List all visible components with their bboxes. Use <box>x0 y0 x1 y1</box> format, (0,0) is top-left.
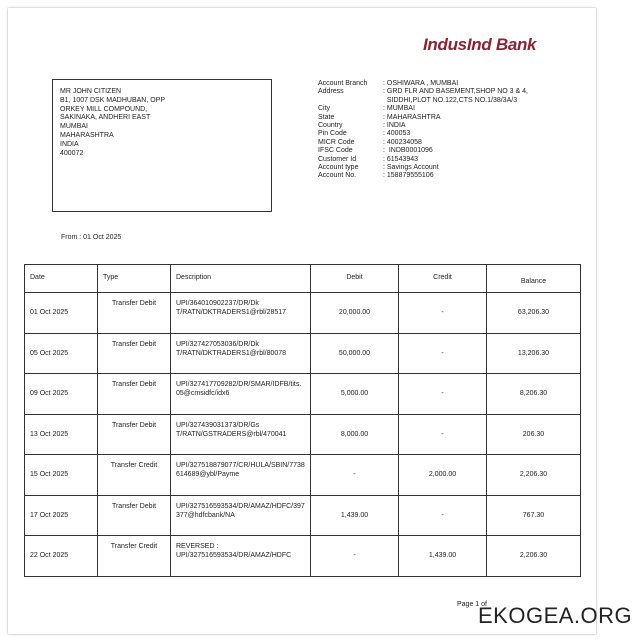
debit-cell: - <box>311 455 399 496</box>
table-row <box>25 293 581 334</box>
bank-logo: IndusInd Bank <box>423 35 537 54</box>
description-line: REVERSED : <box>176 543 219 550</box>
type-cell: Transfer Debit <box>98 495 171 536</box>
account-details <box>318 80 528 181</box>
table-row <box>25 495 581 536</box>
field-label: Account No. <box>318 172 357 180</box>
debit-cell: 50,000.00 <box>311 333 399 374</box>
table-row <box>25 536 581 577</box>
statement-period: From : 01 Oct 2025 <box>61 234 122 241</box>
type-cell: Transfer Credit <box>98 455 171 496</box>
description-line: UPI/327427053036/DR/Dk <box>176 340 259 348</box>
date-cell: 22 Oct 2025 <box>25 536 98 577</box>
transactions-table <box>24 264 581 577</box>
field-value: : MAHARASHTRA <box>383 113 441 121</box>
table-row <box>25 414 581 455</box>
account-branch-row <box>318 80 528 88</box>
field-label: State <box>318 113 335 121</box>
debit-cell: 8,000.00 <box>311 414 399 455</box>
field-value: SIDDHI,PLOT NO.122,CTS NO.1/38/3A/3 <box>383 96 518 104</box>
description-line: UPI/327516593534/DR/AMAZ/HDFC/397 <box>176 502 305 510</box>
description-line: UPI/327516593534/DR/AMAZ/HDFC <box>176 552 292 559</box>
credit-cell: 1,439.00 <box>399 536 487 577</box>
balance-cell: 767.30 <box>487 495 581 536</box>
field-value: : 158879555106 <box>383 172 434 180</box>
balance-cell: 2,206.30 <box>487 536 581 577</box>
customer-address-box <box>52 79 272 212</box>
debit-cell: - <box>311 536 399 577</box>
field-label: Account Branch <box>318 80 368 87</box>
field-label: Account type <box>318 164 359 172</box>
credit-cell: - <box>399 333 487 374</box>
field-value: : 400234058 <box>383 138 422 146</box>
country-row <box>318 122 528 130</box>
pin-code-row <box>318 130 528 138</box>
field-value: : OSHIWARA , MUMBAI <box>383 80 459 87</box>
type-cell: Transfer Debit <box>98 293 171 334</box>
field-value: : GRD FLR AND BASEMENT,SHOP NO 3 & 4, <box>383 88 528 96</box>
credit-cell: - <box>399 374 487 415</box>
address-line: 400072 <box>60 149 84 157</box>
watermark: EKOGEA.ORG <box>478 603 632 628</box>
description-line: T/RATN/GSTRADERS@rbl/470041 <box>176 430 287 438</box>
date-cell: 15 Oct 2025 <box>25 455 98 496</box>
customer-id-row <box>318 156 528 164</box>
credit-cell: - <box>399 495 487 536</box>
column-header-type: Type <box>98 265 171 293</box>
field-value: : Savings Account <box>383 164 439 172</box>
field-value: : 61543943 <box>383 155 419 163</box>
credit-cell: - <box>399 293 487 334</box>
address-line: INDIA <box>60 140 79 148</box>
description-line: 377@hdfcbank/NA <box>176 511 235 519</box>
description-cell <box>171 455 311 496</box>
city-row <box>318 105 528 113</box>
account-type-row <box>318 164 528 172</box>
field-value: : INDB0001096 <box>383 147 433 155</box>
description-line: UPI/327439031373/DR/Gs <box>176 421 260 429</box>
column-header-balance: Balance <box>487 265 581 293</box>
type-cell: Transfer Credit <box>98 536 171 577</box>
description-cell <box>171 536 311 577</box>
field-value: : MUMBAI <box>383 105 415 113</box>
date-cell: 17 Oct 2025 <box>25 495 98 536</box>
address-line: MR JOHN CITIZEN <box>60 88 122 95</box>
page-number: Page 1 of <box>457 601 487 608</box>
debit-cell: 1,439.00 <box>311 495 399 536</box>
column-header-description: Description <box>171 265 311 293</box>
description-cell <box>171 333 311 374</box>
column-header-date: Date <box>25 265 98 293</box>
address-line: MAHARASHTRA <box>60 131 114 139</box>
description-cell <box>171 374 311 415</box>
type-cell: Transfer Debit <box>98 414 171 455</box>
micr-code-row <box>318 139 528 147</box>
credit-cell: - <box>399 414 487 455</box>
description-line: 05@cmsidfc/idx6 <box>176 390 230 397</box>
field-label: Address <box>318 88 344 96</box>
address-line: MUMBAI <box>60 123 88 131</box>
field-label: IFSC Code <box>318 147 353 155</box>
address-row <box>318 88 528 96</box>
field-label: Country <box>318 122 343 130</box>
field-label: Pin Code <box>318 130 347 138</box>
description-line: 614689@ybl/Payme <box>176 471 240 478</box>
balance-cell: 206.30 <box>487 414 581 455</box>
field-label: MICR Code <box>318 138 355 146</box>
field-value: : INDIA <box>383 122 406 130</box>
description-line: T/RATN/DKTRADERS1@rbl/80078 <box>176 349 287 357</box>
balance-cell: 63,206.30 <box>487 293 581 334</box>
date-cell: 01 Oct 2025 <box>25 293 98 334</box>
state-row <box>318 114 528 122</box>
field-label: Customer Id <box>318 155 357 163</box>
balance-cell: 13,206.30 <box>487 333 581 374</box>
type-cell: Transfer Debit <box>98 374 171 415</box>
date-cell: 13 Oct 2025 <box>25 414 98 455</box>
date-cell: 05 Oct 2025 <box>25 333 98 374</box>
type-cell: Transfer Debit <box>98 333 171 374</box>
description-line: UPI/327417709282/DR/SMAR/IDFB/tits. <box>176 381 302 388</box>
address-row-2 <box>318 97 528 105</box>
address-line: ORKEY MILL COMPOUND, <box>60 105 148 113</box>
column-header-debit: Debit <box>311 265 399 293</box>
address-line: SAKINAKA, ANDHERI EAST <box>60 114 151 122</box>
debit-cell: 5,000.00 <box>311 374 399 415</box>
balance-cell: 2,206.30 <box>487 455 581 496</box>
field-label <box>318 97 383 105</box>
account-number-row <box>318 172 528 180</box>
address-line: B1, 1007 DSK MADHUBAN, OPP <box>60 96 166 104</box>
ifsc-code-row <box>318 147 528 155</box>
table-row <box>25 374 581 415</box>
description-cell <box>171 495 311 536</box>
balance-cell: 8,206.30 <box>487 374 581 415</box>
description-cell <box>171 414 311 455</box>
field-value: : 400053 <box>383 130 411 138</box>
credit-cell: 2,000.00 <box>399 455 487 496</box>
table-header-row <box>25 265 581 293</box>
table-row <box>25 333 581 374</box>
field-label: City <box>318 105 331 113</box>
debit-cell: 20,000.00 <box>311 293 399 334</box>
description-line: T/RATN/DKTRADERS1@rbl/28517 <box>176 309 287 316</box>
description-line: UPI/327518879077/CR/HULA/SBIN/7738 <box>176 462 305 469</box>
column-header-credit: Credit <box>399 265 487 293</box>
description-line: UPI/364010902237/DR/Dk <box>176 300 259 307</box>
table-row <box>25 455 581 496</box>
date-cell: 09 Oct 2025 <box>25 374 98 415</box>
description-cell <box>171 293 311 334</box>
